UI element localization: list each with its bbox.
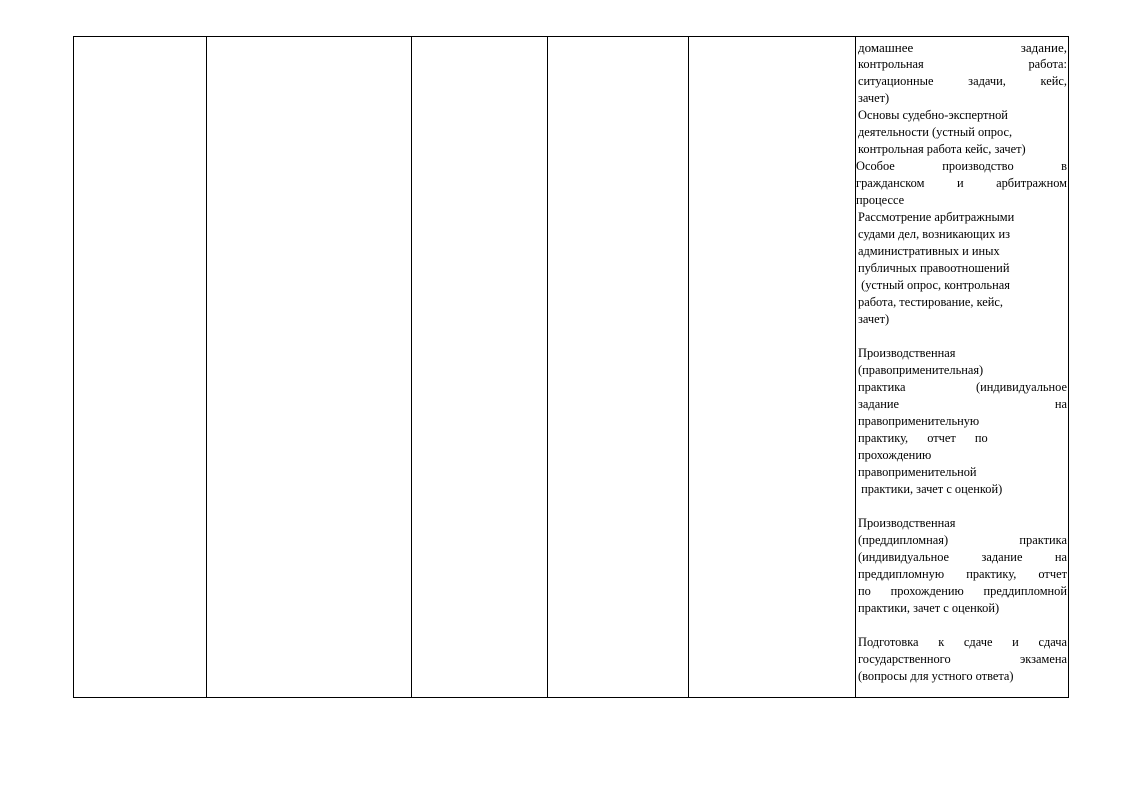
- text-line: практики, зачет с оценкой): [858, 601, 1000, 615]
- text-line: домашнее задание,: [858, 40, 1067, 55]
- text-line: Рассмотрение арбитражными: [858, 210, 1015, 224]
- text-line: преддипломную практику, отчет: [858, 567, 1067, 581]
- text-line: Особое производство в: [856, 159, 1067, 173]
- text-line: Производственная: [858, 516, 956, 530]
- assessment-list: [856, 37, 1068, 687]
- text-line: правоприменительную: [858, 414, 980, 428]
- text-line: по прохождению преддипломной: [858, 584, 1067, 598]
- text-line: публичных правоотношений: [858, 261, 1010, 275]
- text-line: государственного экзамена: [858, 652, 1067, 666]
- text-line: (правоприменительная): [858, 363, 984, 377]
- table-cell-4: [548, 37, 689, 698]
- text-line: административных и иных: [858, 244, 1000, 258]
- table-cell-3: [412, 37, 548, 698]
- text-line: Основы судебно-экспертной: [858, 108, 1008, 122]
- text-line: судами дел, возникающих из: [858, 227, 1011, 241]
- text-line: зачет): [858, 312, 890, 326]
- text-line: Подготовка к сдаче и сдача: [858, 635, 1067, 649]
- text-line: гражданском и арбитражном: [856, 176, 1067, 190]
- text-line: практики, зачет с оценкой): [858, 482, 1003, 496]
- text-line: (индивидуальное задание на: [858, 550, 1067, 564]
- text-line: прохождению: [858, 448, 932, 462]
- text-line: Производственная: [858, 346, 956, 360]
- text-line: практику, отчет по: [858, 431, 988, 445]
- table-cell-5: [689, 37, 856, 698]
- spacer: [858, 498, 1067, 515]
- text-line: (преддипломная) практика: [858, 533, 1067, 547]
- text-line: работа, тестирование, кейс,: [858, 295, 1004, 309]
- text-line: зачет): [858, 91, 890, 105]
- text-line: деятельности (устный опрос,: [858, 125, 1013, 139]
- table-cell-6: [856, 37, 1069, 698]
- table-cell-2: [207, 37, 412, 698]
- text-line: ситуационные задачи, кейс,: [858, 74, 1067, 88]
- text-line: задание на: [858, 397, 1067, 411]
- text-line: процессе: [856, 193, 905, 207]
- document-table: [73, 36, 1069, 698]
- text-line: правоприменительной: [858, 465, 977, 479]
- text-line: контрольная работа:: [858, 57, 1067, 71]
- text-line: (устный опрос, контрольная: [858, 278, 1010, 292]
- text-line: практика (индивидуальное: [858, 380, 1067, 394]
- table-row: [74, 37, 1069, 698]
- text-line: (вопросы для устного ответа): [858, 669, 1014, 683]
- spacer: [858, 328, 1067, 345]
- spacer: [858, 617, 1067, 634]
- text-line: контрольная работа кейс, зачет): [858, 142, 1026, 156]
- table-cell-1: [74, 37, 207, 698]
